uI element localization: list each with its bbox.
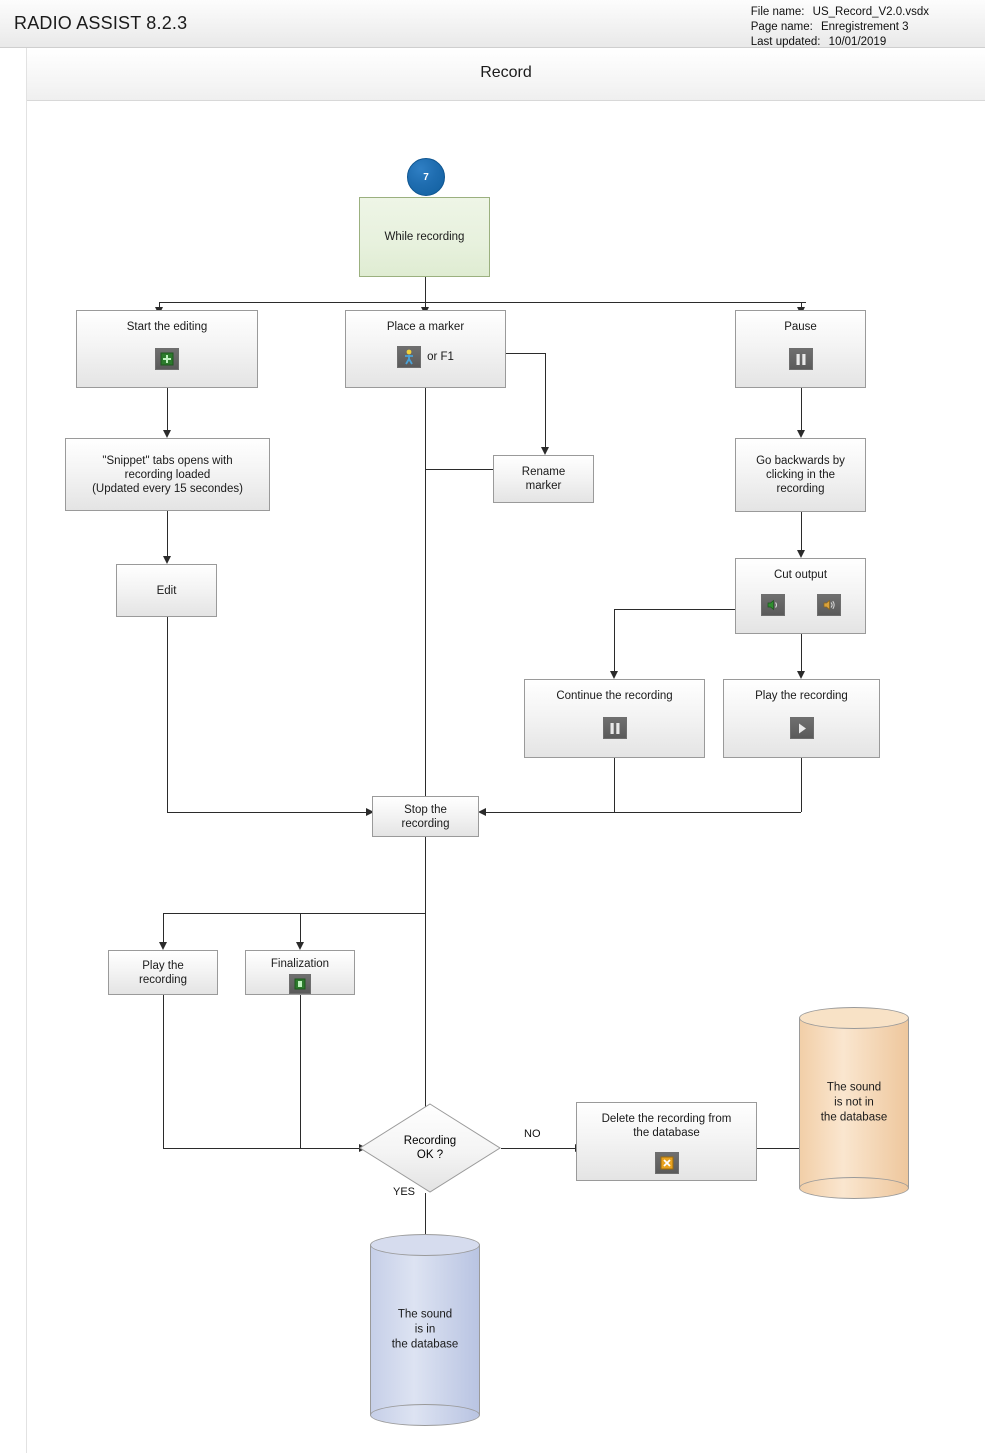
connector-edit-to-stop — [167, 812, 366, 813]
connector-backwards-cut — [801, 512, 802, 550]
db-out-line3: the database — [820, 1111, 888, 1124]
node-start-editing[interactable] — [76, 310, 258, 388]
connector-cut-left-down — [614, 609, 615, 671]
app-header — [0, 0, 985, 48]
arrowhead-play-recording-left — [159, 942, 167, 950]
node-place-marker-label: Place a marker — [386, 321, 465, 333]
node-stop-recording-line2: recording — [401, 817, 450, 830]
last-updated-value: 10/01/2019 — [828, 36, 887, 48]
node-play-recording-right-label: Play the recording — [755, 690, 848, 702]
connector-finalization-down — [300, 995, 301, 1148]
speaker-cut-left-icon[interactable] — [761, 594, 785, 616]
node-snippet-line1: "Snippet" tabs opens with — [102, 454, 233, 467]
connector-cut-play — [801, 634, 802, 671]
edge-label-yes: YES — [393, 1186, 416, 1198]
node-place-marker[interactable] — [345, 310, 506, 388]
connector-to-play-left — [163, 913, 164, 942]
connector-while-down — [425, 277, 426, 302]
connector-stop-branch-bus — [163, 913, 425, 914]
left-rail — [0, 48, 27, 1453]
place-marker-shortcut-label: or F1 — [427, 351, 454, 363]
node-rename-marker-line1: Rename — [521, 466, 566, 478]
node-go-backwards-line2: clicking in the — [765, 469, 836, 481]
play-icon-row — [790, 717, 814, 739]
play-icon[interactable] — [790, 717, 814, 739]
node-while-recording-label: While recording — [384, 231, 465, 243]
app-title: RADIO ASSIST 8.2.3 — [14, 13, 188, 33]
document-metadata — [751, 5, 929, 50]
node-finalization-label: Finalization — [270, 958, 330, 970]
node-start-editing-label: Start the editing — [126, 321, 208, 333]
last-updated-label: Last updated: — [750, 36, 821, 48]
pause-icon-row — [789, 348, 813, 370]
connector-delete-to-db-out — [757, 1148, 799, 1149]
connector-right-bus-to-stop — [486, 812, 801, 813]
node-edit-label: Edit — [156, 584, 177, 597]
node-play-recording-left[interactable] — [108, 950, 218, 995]
datastore-sound-in-database — [370, 1234, 480, 1426]
connector-marker-to-stop — [425, 388, 426, 796]
connector-edit-down — [167, 617, 168, 812]
db-in-line2: is in — [414, 1323, 436, 1336]
arrowhead-stop-from-right — [478, 808, 486, 816]
node-snippet-line2: recording loaded — [124, 468, 211, 481]
page-name-label: Page name: — [750, 21, 813, 33]
arrowhead-snippet — [163, 430, 171, 438]
continue-icon-row — [603, 717, 627, 739]
connector-marker-right — [506, 353, 545, 354]
pause-icon[interactable] — [603, 717, 627, 739]
arrowhead-finalization — [296, 942, 304, 950]
node-cut-output[interactable] — [735, 558, 866, 634]
editing-plus-icon[interactable] — [155, 348, 179, 370]
datastore-in-db-text — [370, 1308, 480, 1353]
node-pause[interactable] — [735, 310, 866, 388]
page-title-band — [27, 49, 985, 101]
node-cut-output-label: Cut output — [773, 569, 828, 581]
connector-snippet-edit — [167, 511, 168, 556]
node-snippet-line3: (Updated every 15 secondes) — [92, 482, 243, 495]
place-marker-icon-row — [397, 346, 454, 368]
node-play-recording-left-line2: recording — [139, 973, 187, 986]
node-stop-recording[interactable] — [372, 796, 479, 837]
node-continue-recording-label: Continue the recording — [556, 690, 673, 702]
connector-continue-down — [614, 758, 615, 812]
page-title: Record — [480, 64, 532, 81]
node-edit[interactable] — [116, 564, 217, 617]
arrowhead-go-backwards — [797, 430, 805, 438]
pause-icon[interactable] — [789, 348, 813, 370]
file-name-value: US_Record_V2.0.vsdx — [812, 6, 929, 18]
start-editing-icon-row — [155, 348, 179, 370]
file-name-row — [751, 5, 929, 20]
node-rename-marker[interactable] — [493, 455, 594, 503]
db-in-line1: The sound — [397, 1308, 453, 1321]
connector-play-right-down — [801, 758, 802, 812]
node-continue-recording[interactable] — [524, 679, 705, 758]
step-badge-7 — [407, 158, 445, 196]
marker-person-icon[interactable] — [397, 346, 421, 368]
arrowhead-cut-output — [797, 550, 805, 558]
datastore-sound-not-in-database — [799, 1007, 909, 1199]
node-delete-recording[interactable] — [576, 1102, 757, 1181]
arrowhead-continue-recording — [610, 671, 618, 679]
step-badge-label: 7 — [423, 171, 429, 183]
edge-label-no: NO — [524, 1128, 541, 1140]
finalization-icon-row — [289, 974, 311, 994]
connector-play-left-down — [163, 995, 164, 1148]
flowchart-canvas — [27, 101, 985, 1453]
connector-pause-backwards — [801, 388, 802, 430]
connector-stop-down — [425, 837, 426, 913]
connector-marker-down-rename — [545, 353, 546, 447]
node-rename-marker-line2: marker — [525, 480, 562, 492]
node-go-backwards-line3: recording — [776, 483, 825, 495]
connector-to-finalization — [300, 913, 301, 942]
node-snippet-tabs[interactable] — [65, 438, 270, 511]
file-name-label: File name: — [750, 6, 805, 18]
last-updated-row — [751, 35, 929, 50]
connector-play-left-to-decision — [163, 1148, 359, 1149]
cylinder-top — [370, 1234, 480, 1256]
page-name-row — [751, 20, 929, 35]
cylinder-bottom — [799, 1177, 909, 1199]
decision-line2: OK ? — [416, 1149, 444, 1161]
connector-stop-to-decision — [425, 913, 426, 1135]
node-delete-recording-line2: the database — [633, 1127, 700, 1139]
cut-output-icon-row — [761, 594, 841, 616]
node-go-backwards-line1: Go backwards by — [756, 455, 845, 467]
connector-decision-no — [501, 1148, 575, 1149]
node-finalization[interactable] — [245, 950, 355, 995]
db-in-line3: the database — [391, 1338, 459, 1351]
db-out-line1: The sound — [826, 1081, 882, 1094]
node-play-recording-right[interactable] — [723, 679, 880, 758]
datastore-not-in-db-text — [799, 1081, 909, 1126]
decision-text — [359, 1134, 501, 1162]
arrowhead-edit — [163, 556, 171, 564]
node-play-recording-left-line1: Play the — [142, 959, 184, 972]
node-while-recording[interactable] — [359, 197, 490, 277]
node-stop-recording-line1: Stop the — [404, 803, 447, 816]
delete-cross-icon[interactable] — [655, 1152, 679, 1174]
arrowhead-play-recording-right — [797, 671, 805, 679]
cylinder-bottom — [370, 1404, 480, 1426]
connector-bus-h — [159, 302, 806, 303]
db-out-line2: is not in — [834, 1096, 874, 1109]
node-pause-label: Pause — [784, 321, 817, 333]
arrowhead-rename-marker — [541, 447, 549, 455]
speaker-cut-right-icon[interactable] — [817, 594, 841, 616]
decision-line1: Recording — [403, 1135, 457, 1147]
delete-icon-row — [655, 1152, 679, 1174]
stop-green-icon[interactable] — [289, 974, 311, 994]
node-decision-recording-ok[interactable] — [359, 1103, 501, 1193]
cylinder-top — [799, 1007, 909, 1029]
node-delete-recording-line1: Delete the recording from — [601, 1113, 732, 1125]
page-name-value: Enregistrement 3 — [820, 21, 909, 33]
node-go-backwards[interactable] — [735, 438, 866, 512]
connector-editing-snippet — [167, 388, 168, 430]
